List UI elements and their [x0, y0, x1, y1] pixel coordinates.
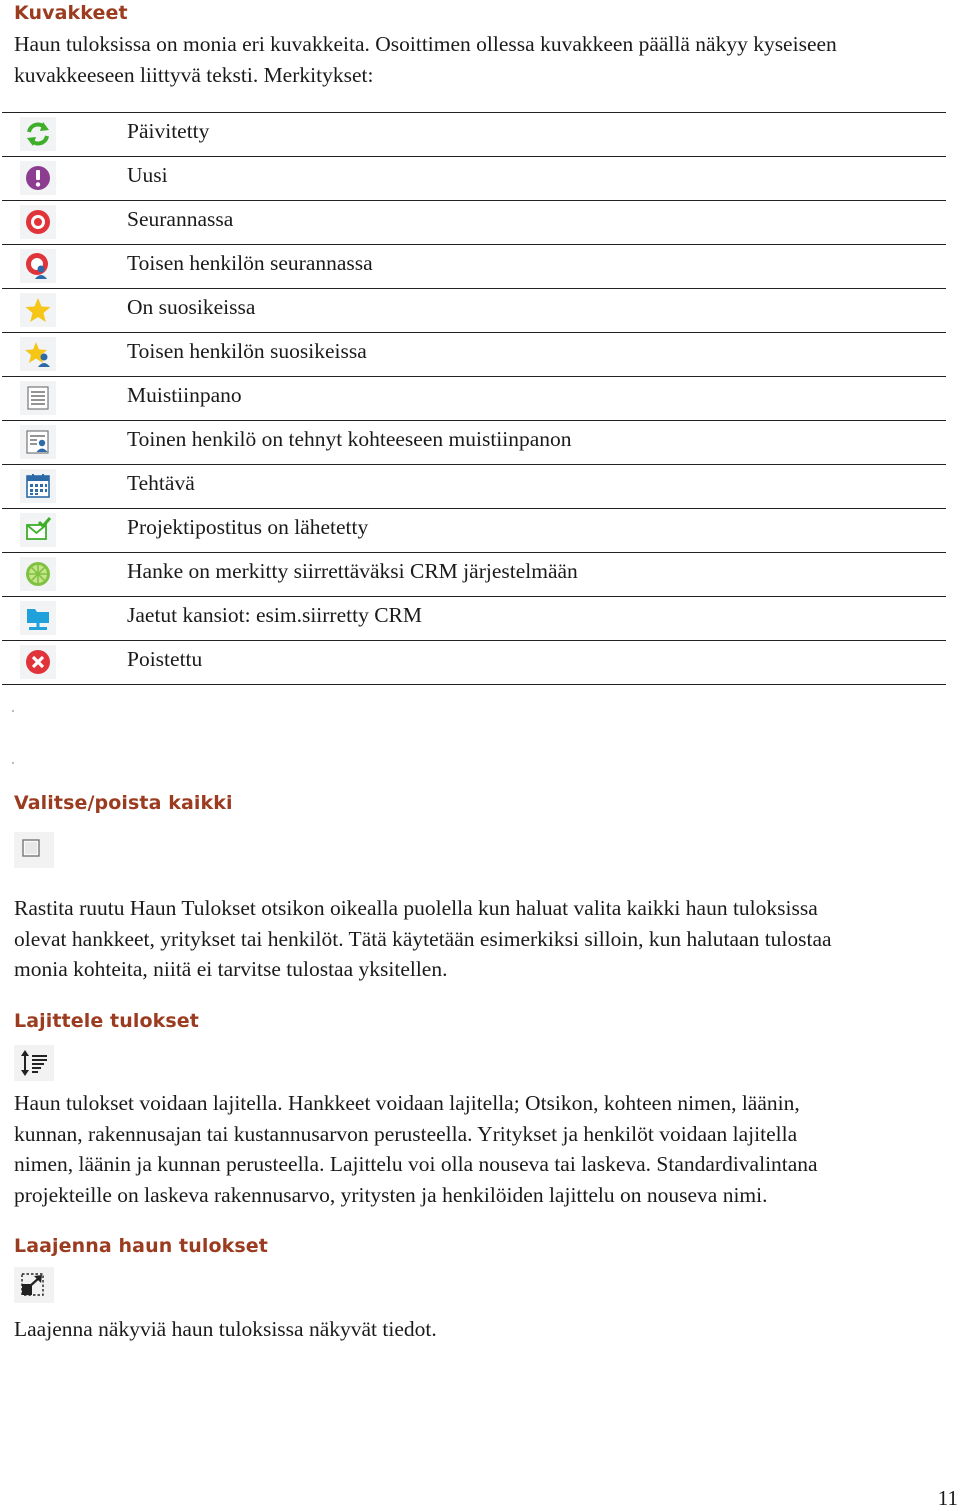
shared-folder-icon — [20, 601, 56, 635]
legend-row — [2, 201, 946, 245]
tracking-target-icon — [20, 205, 56, 239]
legend-label: Päivitetty — [127, 119, 210, 143]
note-icon — [20, 381, 56, 415]
legend-row — [2, 289, 946, 333]
legend-row — [2, 597, 946, 641]
legend-row — [2, 377, 946, 421]
lime-crm-icon — [20, 557, 56, 591]
sort-icon[interactable] — [14, 1045, 54, 1081]
text-line: monia kohteita, niitä ei tarvitse tulostaa yksitellen. — [14, 957, 448, 982]
select-all-description — [14, 893, 944, 985]
legend-label: Projektipostitus on lähetetty — [127, 515, 369, 539]
section-heading-sort: Lajittele tulokset — [14, 1010, 199, 1032]
legend-label: Muistiinpano — [127, 383, 242, 407]
star-other-person-icon — [20, 337, 56, 371]
icon-legend-table — [2, 112, 946, 685]
stray-mark — [12, 710, 14, 712]
text-line: nimen, läänin ja kunnan perusteella. Lajittelu voi olla nouseva tai laskeva. Standardivalintana — [14, 1152, 818, 1177]
legend-label: Hanke on merkitty siirrettäväksi CRM järjestelmään — [127, 559, 578, 583]
legend-label: Poistettu — [127, 647, 203, 671]
star-icon — [20, 293, 56, 327]
page-number: 11 — [937, 1486, 958, 1510]
section-heading-select-all: Valitse/poista kaikki — [14, 792, 233, 814]
text-line: Haun tulokset voidaan lajitella. Hankkeet voidaan lajitella; Otsikon, kohteen nimen, läänin, — [14, 1091, 800, 1115]
legend-label: Seurannassa — [127, 207, 234, 231]
legend-label: Uusi — [127, 163, 168, 187]
checkbox-icon[interactable] — [14, 832, 54, 868]
legend-row — [2, 553, 946, 597]
legend-row — [2, 509, 946, 553]
icons-intro — [14, 29, 944, 90]
legend-row — [2, 245, 946, 289]
legend-row — [2, 421, 946, 465]
text-line: Rastita ruutu Haun Tulokset otsikon oikealla puolella kun haluat valita kaikki haun tuloksissa — [14, 896, 818, 920]
tracking-other-person-icon — [20, 249, 56, 283]
legend-row — [2, 641, 946, 685]
refresh-icon — [20, 117, 56, 151]
section-heading-icons: Kuvakkeet — [14, 2, 128, 24]
legend-label: Toisen henkilön suosikeissa — [127, 339, 367, 363]
expand-description — [14, 1314, 944, 1345]
text-line: kunnan, rakennusajan tai kustannusarvon perusteella. Yritykset ja henkilöt voidaan lajitella — [14, 1121, 798, 1146]
note-other-person-icon — [20, 425, 56, 459]
legend-row — [2, 333, 946, 377]
text-line: Laajenna näkyviä haun tuloksissa näkyvät tiedot. — [14, 1317, 437, 1341]
calendar-icon — [20, 469, 56, 503]
text-line: projekteille on laskeva rakennusarvo, yritysten ja henkilöiden lajittelu on nouseva nimi. — [14, 1182, 768, 1207]
legend-label: Jaetut kansiot: esim.siirretty CRM — [127, 603, 423, 627]
text-line: olevat hankkeet, yritykset tai henkilöt. Tätä käytetään esimerkiksi silloin, kun halutaan tulostaa — [14, 926, 832, 951]
legend-label: Toinen henkilö on tehnyt kohteeseen muistiinpanon — [127, 427, 572, 451]
expand-icon[interactable] — [14, 1267, 54, 1303]
mail-sent-icon — [20, 513, 56, 547]
section-heading-expand: Laajenna haun tulokset — [14, 1235, 268, 1257]
legend-row — [2, 157, 946, 201]
sort-description — [14, 1088, 944, 1210]
legend-row — [2, 465, 946, 509]
intro-line: Haun tuloksissa on monia eri kuvakkeita. Osoittimen ollessa kuvakkeen päällä näkyy kyseiseen — [14, 32, 837, 56]
legend-row — [2, 113, 946, 157]
legend-label: Toisen henkilön seurannassa — [127, 251, 373, 275]
delete-icon — [20, 645, 56, 679]
intro-line: kuvakkeeseen liittyvä teksti. Merkitykset: — [14, 62, 374, 87]
exclamation-icon — [20, 161, 56, 195]
legend-label: On suosikeissa — [127, 295, 256, 319]
legend-label: Tehtävä — [127, 471, 195, 495]
stray-mark — [12, 762, 14, 764]
